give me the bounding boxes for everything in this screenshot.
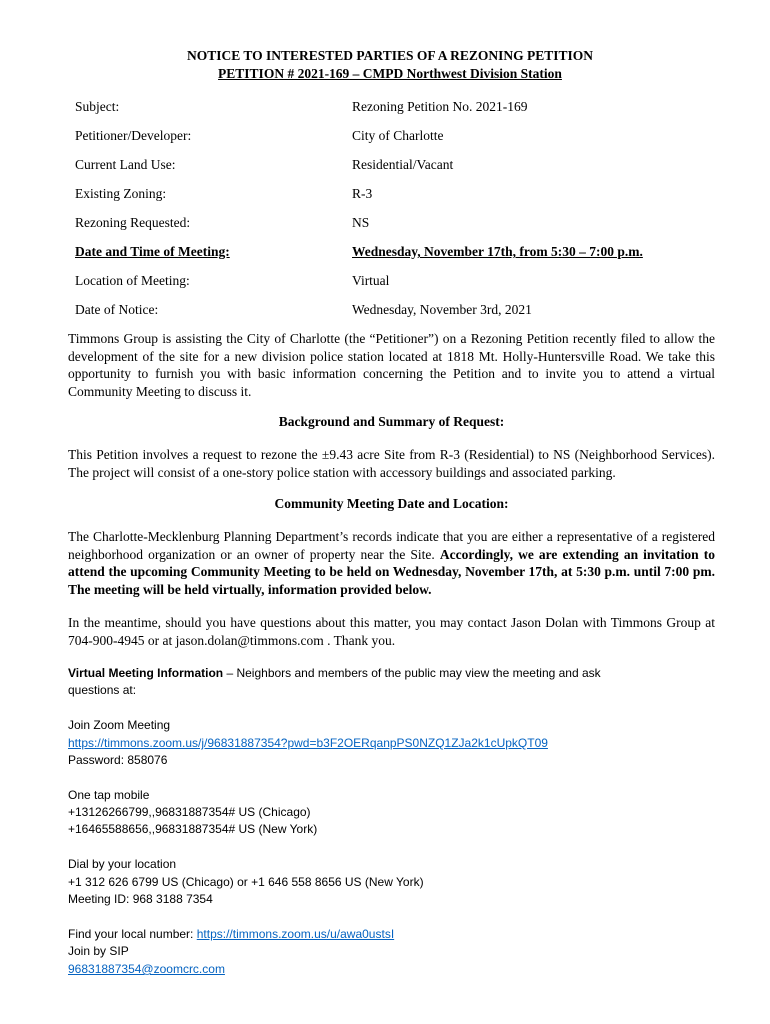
sip-link[interactable]: 96831887354@zoomcrc.com: [68, 962, 225, 976]
field-row-notice-date: [75, 302, 715, 320]
dial-numbers: +1 312 626 6799 US (Chicago) or +1 646 558 8656 US (New York): [68, 875, 424, 889]
meeting-id: Meeting ID: 968 3188 7354: [68, 892, 213, 906]
field-label: Current Land Use:: [75, 157, 176, 172]
field-row-petitioner: [75, 128, 715, 146]
community-paragraph: [68, 528, 715, 598]
field-row-meeting-time: [75, 244, 715, 262]
field-value: City of Charlotte: [352, 128, 444, 143]
tap-number-newyork: +16465588656,,96831887354# US (New York): [68, 822, 318, 836]
community-heading: Community Meeting Date and Location:: [274, 496, 509, 511]
field-row-subject: [75, 99, 715, 117]
field-label: Date and Time of Meeting:: [75, 244, 230, 259]
petition-subtitle: PETITION # 2021-169 – CMPD Northwest Division Station: [218, 66, 562, 81]
field-label: Location of Meeting:: [75, 273, 190, 288]
field-row-existing-zoning: [75, 186, 715, 204]
join-zoom-label: Join Zoom Meeting: [68, 718, 171, 732]
field-label: Petitioner/Developer:: [75, 128, 192, 143]
field-row-location: [75, 273, 715, 291]
contact-paragraph: In the meantime, should you have questions about this matter, you may contact Jason Dolan with Timmons Group at 704-900-4945 or at jason.dolan@timmons.com . Thank you.: [68, 615, 715, 648]
background-heading: Background and Summary of Request:: [278, 414, 505, 429]
field-value: Residential/Vacant: [352, 157, 454, 172]
virtual-info-line2: questions at:: [68, 683, 137, 697]
tap-number-chicago: +13126266799,,96831887354# US (Chicago): [68, 805, 311, 819]
one-tap-label: One tap mobile: [68, 788, 150, 802]
virtual-info-heading: Virtual Meeting Information: [68, 666, 224, 680]
find-local-link[interactable]: https://timmons.zoom.us/u/awa0ustsI: [196, 927, 395, 941]
field-label: Subject:: [75, 99, 120, 114]
find-local-label: Find your local number:: [68, 927, 197, 941]
field-label: Existing Zoning:: [75, 186, 167, 201]
find-local-line: [68, 927, 394, 941]
notice-title: NOTICE TO INTERESTED PARTIES OF A REZONING PETITION: [186, 48, 593, 63]
virtual-info-line: [68, 666, 601, 680]
community-paragraph-plain: The Charlotte-Mecklenburg Planning Department’s records indicate that you are either a representative of a registered neighborhood organization or an owner of property near the Site.: [68, 529, 715, 562]
field-value: Wednesday, November 17th, from 5:30 – 7:00 p.m.: [352, 244, 643, 259]
virtual-info-text: – Neighbors and members of the public may view the meeting and ask: [223, 666, 601, 680]
zoom-meeting-link[interactable]: https://timmons.zoom.us/j/96831887354?pwd=b3F2OERqanpPS0NZQ1ZJa2k1cUpkQT09: [68, 736, 548, 750]
field-value: Rezoning Petition No. 2021-169: [352, 99, 528, 114]
field-value: R-3: [352, 186, 373, 201]
community-paragraph-bold: Accordingly, we are extending an invitation to attend the upcoming Community Meeting to be held on Wednesday, November 17th, at 5:30 p.m. until 7:00 pm. The meeting will be held virtually, information provided below.: [68, 546, 716, 597]
field-row-rezoning-requested: [75, 215, 715, 233]
field-row-land-use: [75, 157, 715, 175]
background-paragraph: This Petition involves a request to rezone the ±9.43 acre Site from R-3 (Residential) to NS (Neighborhood Services). The project will consist of a one-story police station with accessory buildings and associated parking.: [68, 447, 715, 480]
dial-label: Dial by your location: [68, 857, 177, 871]
join-sip-label: Join by SIP: [68, 944, 129, 958]
intro-paragraph: Timmons Group is assisting the City of Charlotte (the “Petitioner”) on a Rezoning Petition recently filed to allow the development of the site for a new division police station located at 1818 Mt. Holly-Huntersville Road. We take this opportunity to furnish you with basic information concerning the Petition and to invite you to attend a virtual Community Meeting to discuss it.: [68, 331, 715, 399]
field-value: NS: [352, 215, 370, 230]
field-value: Virtual: [352, 273, 390, 288]
field-label: Date of Notice:: [75, 302, 159, 317]
field-label: Rezoning Requested:: [75, 215, 191, 230]
field-value: Wednesday, November 3rd, 2021: [352, 302, 532, 317]
zoom-password: Password: 858076: [68, 753, 168, 767]
